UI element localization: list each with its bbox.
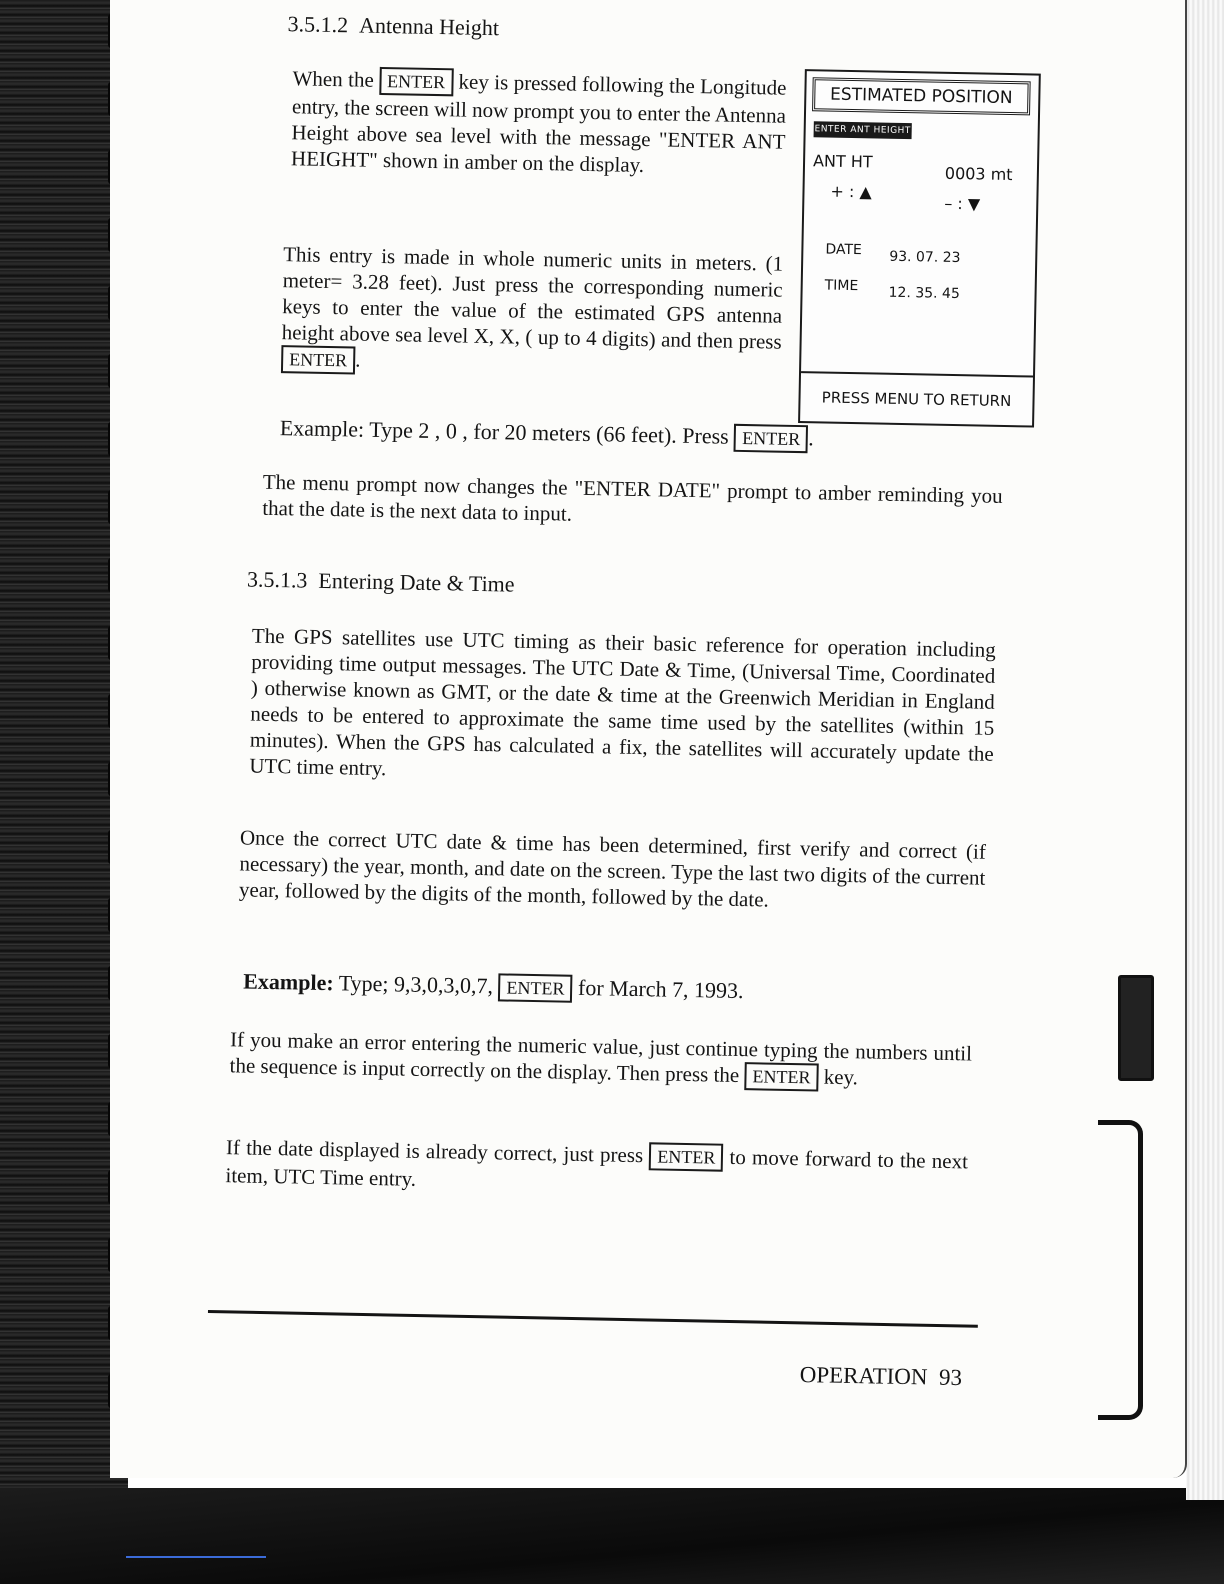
footer-section-name: OPERATION xyxy=(799,1362,928,1390)
display-footer: PRESS MENU TO RETURN xyxy=(800,371,1033,425)
date-value: 93. 07. 23 xyxy=(889,248,961,267)
example-label: Example: xyxy=(243,968,334,996)
minus-arrow-hint: – : ▼ xyxy=(944,193,981,214)
paragraph-error-entry: If you make an error entering the numeric value, just continue typing the numbers until the sequence is input correctly on the display. Then press the ENTER key. xyxy=(229,1026,972,1094)
page-stack-edge xyxy=(1186,0,1224,1500)
scan-artifact-line xyxy=(126,1556,266,1558)
example-label: Example: xyxy=(279,415,365,442)
gps-display-screen xyxy=(798,69,1041,427)
enter-key: ENTER xyxy=(498,973,573,1002)
paragraph-verify-date: Once the correct UTC date & time has been determined, first verify and correct (if necessary) the year, month, and date on the screen. Type the last two digits of the current year, followed by the digits of the month, followed by the date. xyxy=(238,825,987,912)
section-heading-antenna-height xyxy=(287,11,499,41)
paragraph-already-correct: If the date displayed is already correct, just press ENTER to move forward to the next item, UTC Time entry. xyxy=(225,1135,969,1191)
enter-key: ENTER xyxy=(379,67,454,96)
scan-shadow xyxy=(0,1488,1224,1584)
spiral-binding xyxy=(0,0,128,1500)
enter-key: ENTER xyxy=(649,1142,724,1171)
enter-key: ENTER xyxy=(744,1062,819,1091)
index-tab xyxy=(1118,975,1154,1081)
section-title: Antenna Height xyxy=(358,12,500,41)
section-heading-date-time xyxy=(247,566,515,597)
page-footer xyxy=(800,1362,963,1391)
paragraph-enter-key: When the ENTER key is pressed following the Longitude entry, the screen will now prompt you to enter the Antenna Height above sea level with the message "ENTER ANT HEIGHT" shown in amber on the display. xyxy=(290,66,787,178)
display-title: ESTIMATED POSITION xyxy=(812,77,1031,115)
date-label: DATE xyxy=(825,241,862,259)
display-prompt: ENTER ANT HEIGHT xyxy=(814,121,912,139)
paragraph-meters: This entry is made in whole numeric units in meters. (1 meter= 3.28 feet). Just press the corresponding numeric keys to enter the value of the estimated GPS antenna height above sea level X, X, ( up to 4 digits) and then press ENTER . xyxy=(281,241,783,383)
page-number: 93 xyxy=(938,1364,963,1391)
enter-key: ENTER xyxy=(281,345,356,374)
ant-height-label: ANT HT xyxy=(812,151,873,172)
enter-key: ENTER xyxy=(734,424,809,453)
plus-arrow-hint: + : ▲ xyxy=(830,181,872,202)
time-label: TIME xyxy=(824,277,859,295)
page-content xyxy=(201,4,1018,1419)
example-date: Example: Type; 9,3,0,3,0,7, ENTER for March 7, 1993. xyxy=(243,968,744,1004)
example-antenna: Example: Type 2 , 0 , for 20 meters (66 feet). Press ENTER . xyxy=(280,415,814,453)
paragraph-menu-prompt: The menu prompt now changes the "ENTER DATE" prompt to amber reminding you that the date is the next data to input. xyxy=(262,469,1003,526)
section-title: Entering Date & Time xyxy=(318,567,515,597)
binder-clip xyxy=(1098,1120,1143,1420)
ant-height-value: 0003 mt xyxy=(944,163,1013,185)
time-value: 12. 35. 45 xyxy=(888,284,960,303)
section-number: 3.5.1.2 xyxy=(287,11,349,38)
section-number: 3.5.1.3 xyxy=(246,566,308,593)
paragraph-utc: The GPS satellites use UTC timing as their basic reference for operation including providing time output messages. The UTC Date & Time, (Universal Time, Coordinated ) otherwise known as GMT, or the date & time at the Greenwich Meridian in England needs to be entered to approximate the same time used by the satellites (within 15 minutes). When the GPS has calculated a fix, the satellites will accurately update the UTC time entry. xyxy=(249,623,996,781)
